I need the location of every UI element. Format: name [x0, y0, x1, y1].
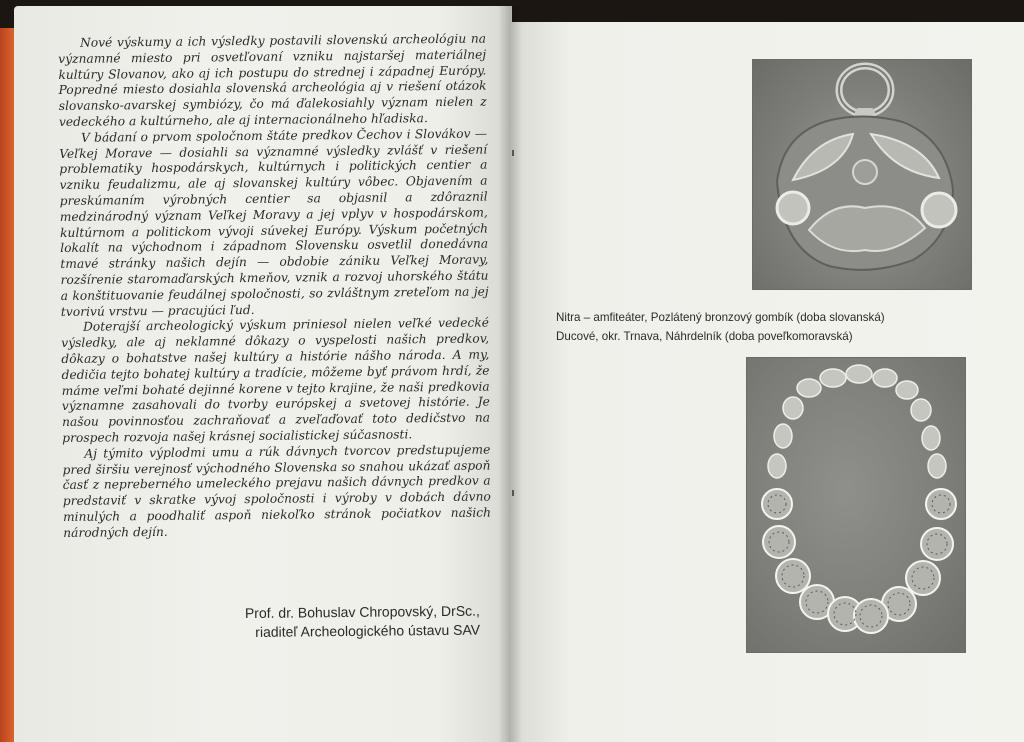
book-gutter [498, 6, 522, 742]
page-mark [512, 490, 514, 496]
paragraph-1: Nové výskumy a ich výsledky postavili slovenskú archeológiu na významné miesto pri osvetľovaní vzniku najstaršej materiálnej kultúry Slovanov, ako aj ich postupu do strednej i západnej Európy. Popredné miesto dosiahla slovenská archeológia aj v riešení otázok slovansko-avarskej symbiózy, čo má ďalekosiahly význam nielen z vedeckého a kultúrneho, ale aj internacionálneho hľadiska. [58, 31, 487, 129]
caption-bronze-button: Nitra – amfiteáter, Pozlátený bronzový gombík (doba slovanská) [556, 311, 885, 324]
photo-bronze-button [752, 59, 972, 290]
caption-necklace: Ducové, okr. Trnava, Náhrdelník (doba poveľkomoravská) [556, 330, 853, 343]
photo-captions [556, 308, 976, 346]
photo-necklace [746, 357, 966, 653]
paragraph-3: Doterajší archeologický výskum priniesol nielen veľké vedecké výsledky, ale aj neklamné dôkazy o vyspelosti našich predkov, dôkazy o bohatstve našej kultúry a histórie nášho národa. A my, dedičia tejto bohatej kultúry a tradície, môžeme byť právom hrdí, že máme veľmi bohaté dejinné korene v tejto krajine, že naši predkovia významne zasahovali do tvorby európskej a svetovej histórie. Je našou povinnosťou zachraňovať a zveľaďovať toto dedičstvo na prospech rozvoja našej krásnej socialistickej súčasnosti. [61, 315, 491, 445]
necklace-illustration [747, 358, 965, 652]
paragraph-2: V bádaní o prvom spoločnom štáte predkov Čechov i Slovákov — Veľkej Morave — dosiahli sa významné výsledky zvlášť v riešení problematiky hospodárskych, kultúrnych i politických centier a vzniku feudalizmu, ale aj slovanskej kultúry vôbec. Objavením a preskúmaním výrobných centier sa objasnil a zdôraznil medzinárodný význam Veľkej Moravy a jej vplyv v hospodárskom, kultúrnom a politickom vývoji súvekej Európy. Výskum početných lokalít na východnom i západnom Slovensku osvetlil donedávna tmavé stránky našich dejín — obdobie zániku Veľkej Moravy, rozšírenie staromaďarských kmeňov, vznik a rozvoj uhorského štátu a konštituovanie feudálnej spoločnosti, so zvláštnym zreteľom na jej tvorivú vrstvu — pracujúci ľud. [59, 126, 489, 319]
page-mark [512, 150, 514, 156]
paragraph-4: Aj týmito výplodmi umu a rúk dávnych tvorcov predstupujeme pred širšiu verejnosť východného Slovenska so snahou ukázať aspoň časť z nepreberného umeleckého prejavu našich dávnych predkov a predstaviť v skratke vývoj spoločnosti i výroby v dobách dávno minulých a poodhaliť aspoň niekoľko stránok počiatkov našich národných dejín. [62, 442, 492, 540]
foreword-text [58, 32, 491, 542]
author-title: riaditeľ Archeologického ústavu SAV [255, 621, 481, 640]
bronze-button-illustration [753, 60, 971, 289]
author-signature [210, 602, 480, 643]
author-name: Prof. dr. Bohuslav Chropovský, DrSc., [244, 602, 480, 622]
